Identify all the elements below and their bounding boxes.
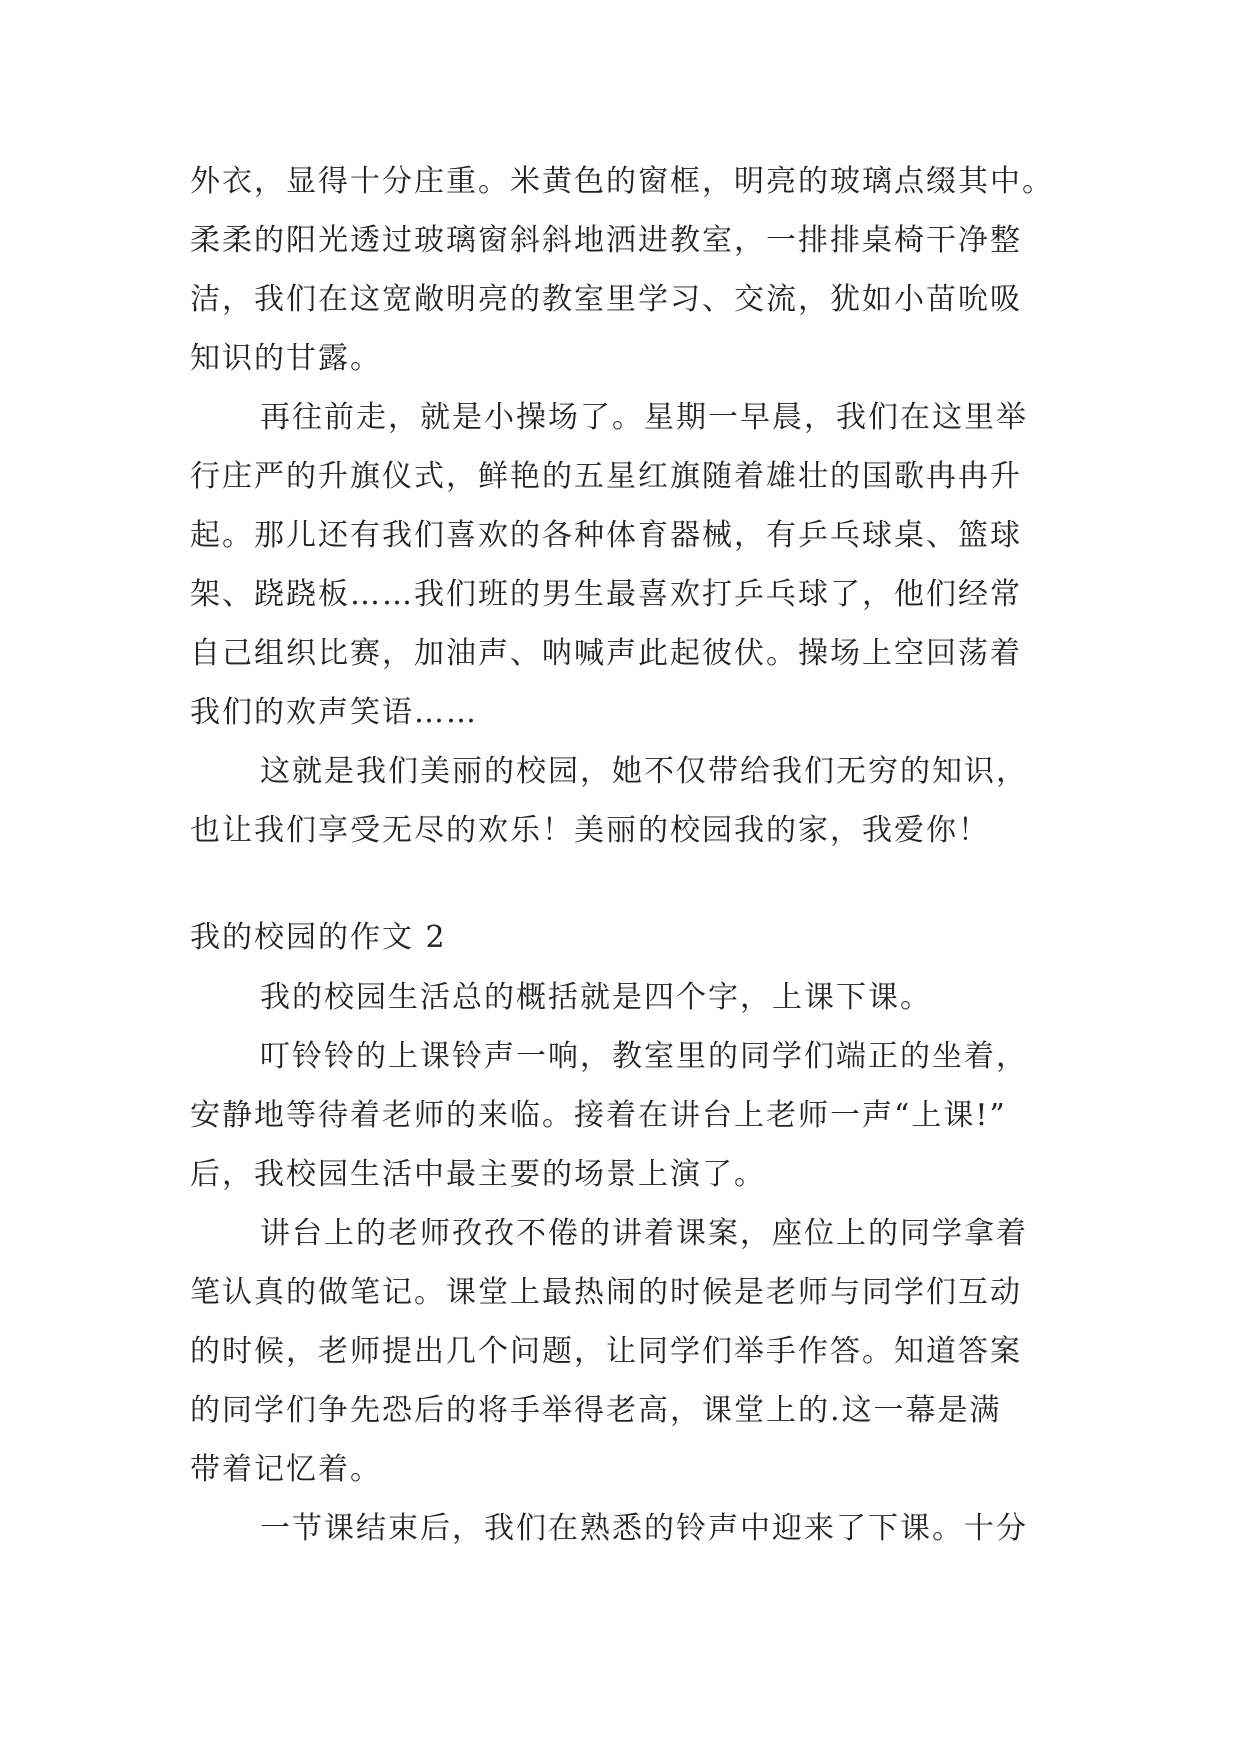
text-line: 的同学们争先恐后的将手举得老高，课堂上的.这一幕是满: [190, 1393, 1002, 1428]
text-line: 行庄严的升旗仪式，鲜艳的五星红旗随着雄壮的国歌冉冉升: [190, 459, 1022, 494]
text-line: 架、跷跷板……我们班的男生最喜欢打乒乓球了，他们经常: [190, 577, 1022, 612]
text-line: 起。那儿还有我们喜欢的各种体育器械，有乒乓球桌、篮球: [190, 518, 1022, 553]
text-line: 自己组织比赛，加油声、呐喊声此起彼伏。操场上空回荡着: [190, 636, 1022, 671]
text-line: 安静地等待着老师的来临。接着在讲台上老师一声“上课!”: [190, 1098, 1007, 1133]
text-line: 也让我们享受无尽的欢乐！美丽的校园我的家，我爱你！: [190, 813, 990, 848]
section-heading: [190, 908, 1060, 967]
heading-text: 我的校园的作文 2: [190, 920, 447, 955]
paragraph-start-line: 这就是我们美丽的校园，她不仅带给我们无穷的知识，: [260, 754, 1028, 789]
text-line: 知识的甘露。: [190, 341, 382, 376]
paragraph-start-line: 一节课结束后，我们在熟悉的铃声中迎来了下课。十分: [260, 1511, 1028, 1546]
text-line: 外衣，显得十分庄重。米黄色的窗框，明亮的玻璃点缀其中。: [190, 164, 1054, 199]
text-line: 洁，我们在这宽敞明亮的教室里学习、交流，犹如小苗吮吸: [190, 282, 1022, 317]
paragraph-start-line: 讲台上的老师孜孜不倦的讲着课案，座位上的同学拿着: [260, 1216, 1028, 1251]
essay-part-1: [190, 152, 1060, 860]
text-line: 后，我校园生活中最主要的场景上演了。: [190, 1157, 766, 1192]
essay-part-2: [190, 968, 1060, 1558]
text-line: 我们的欢声笑语……: [190, 695, 478, 730]
text-line: 笔认真的做笔记。课堂上最热闹的时候是老师与同学们互动: [190, 1275, 1022, 1310]
paragraph-start-line: 叮铃铃的上课铃声一响，教室里的同学们端正的坐着，: [260, 1039, 1028, 1074]
paragraph-start-line: 我的校园生活总的概括就是四个字，上课下课。: [260, 980, 932, 1015]
text-line: 的时候，老师提出几个问题，让同学们举手作答。知道答案: [190, 1334, 1022, 1369]
paragraph-start-line: 再往前走，就是小操场了。星期一早晨，我们在这里举: [260, 400, 1028, 435]
text-line: 柔柔的阳光透过玻璃窗斜斜地洒进教室，一排排桌椅干净整: [190, 223, 1022, 258]
text-line: 带着记忆着。: [190, 1452, 382, 1487]
